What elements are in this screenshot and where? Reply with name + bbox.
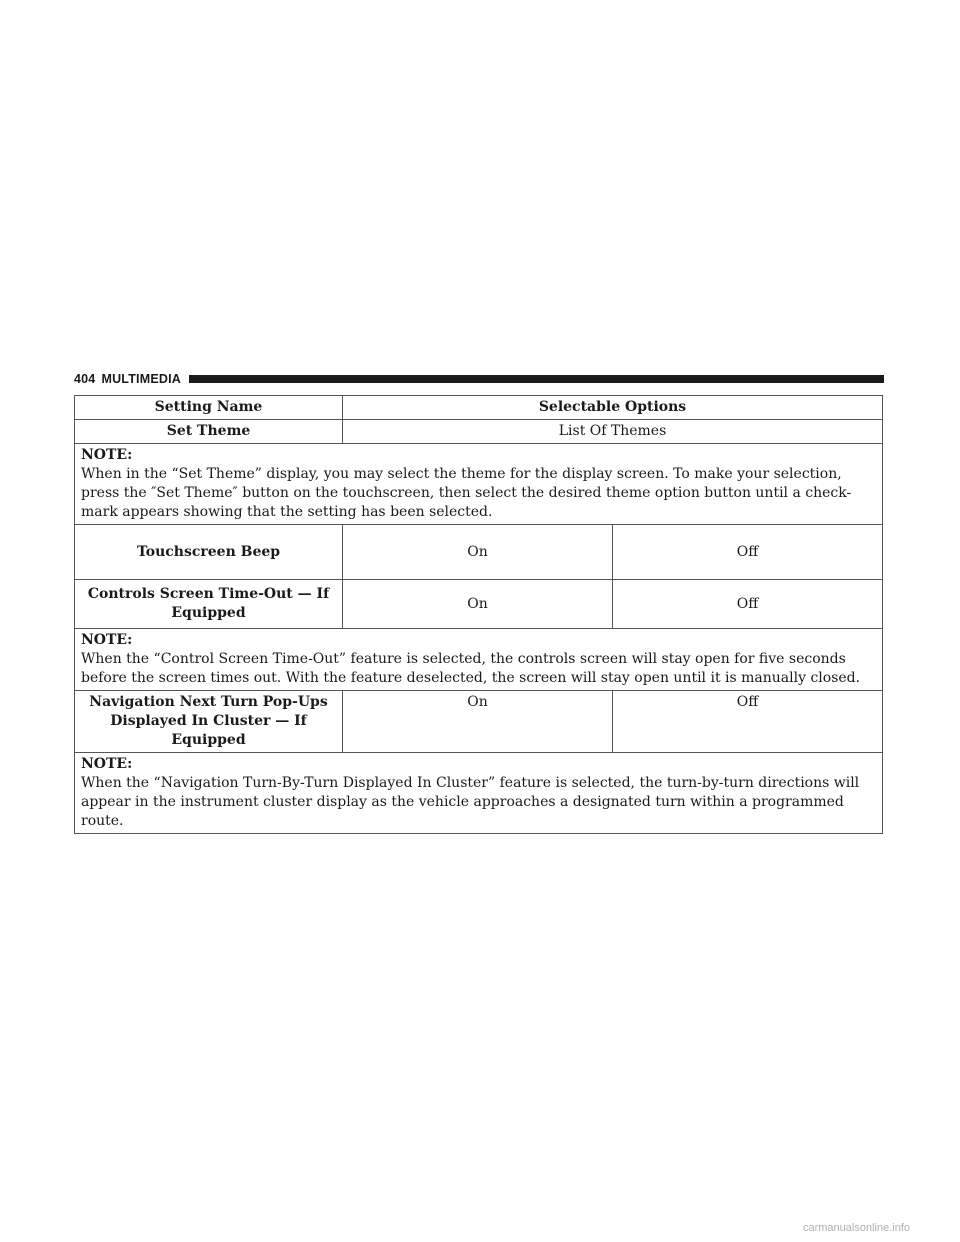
setting-option: On (343, 691, 613, 753)
note-row (75, 753, 883, 834)
note-cell (75, 629, 883, 691)
setting-name: Set Theme (75, 420, 343, 444)
column-header-setting-name: Setting Name (75, 396, 343, 420)
note-text: When the “Navigation Turn-By-Turn Displayed In Cluster” feature is selected, the turn-by-turn directions will appear in the instrument cluster display as the vehicle approaches a designated turn within a programmed route. (81, 775, 860, 829)
settings-table (74, 395, 883, 834)
note-title: NOTE: (81, 756, 133, 772)
note-title: NOTE: (81, 632, 133, 648)
note-row (75, 629, 883, 691)
setting-option: List Of Themes (343, 420, 883, 444)
section-title: MULTIMEDIA (101, 372, 182, 386)
table-row (75, 580, 883, 629)
setting-name: Touchscreen Beep (75, 525, 343, 580)
page-number: 404 (74, 372, 96, 386)
setting-name: Controls Screen Time-Out — If Equipped (75, 580, 343, 629)
table-row (75, 691, 883, 753)
note-cell (75, 444, 883, 525)
setting-name: Navigation Next Turn Pop-Ups Displayed In Cluster — If Equipped (75, 691, 343, 753)
table-row (75, 525, 883, 580)
setting-option: Off (613, 580, 883, 629)
header-rule (189, 375, 884, 383)
note-text: When in the “Set Theme” display, you may select the theme for the display screen. To make your selection, press the ″Set Theme″ button on the touchscreen, then select the desired theme option button until a check-mark appears showing that the setting has been selected. (81, 466, 852, 520)
column-header-selectable-options: Selectable Options (343, 396, 883, 420)
setting-option: On (343, 580, 613, 629)
note-row (75, 444, 883, 525)
note-cell (75, 753, 883, 834)
page-header (74, 371, 884, 387)
table-header-row (75, 396, 883, 420)
note-title: NOTE: (81, 447, 133, 463)
table-row (75, 420, 883, 444)
setting-option: Off (613, 525, 883, 580)
watermark-text: carmanualsonline.info (802, 1222, 910, 1234)
note-text: When the “Control Screen Time-Out” feature is selected, the controls screen will stay open for five seconds before the screen times out. With the feature deselected, the screen will stay open until it is manually closed. (81, 651, 861, 686)
setting-option: Off (613, 691, 883, 753)
setting-option: On (343, 525, 613, 580)
